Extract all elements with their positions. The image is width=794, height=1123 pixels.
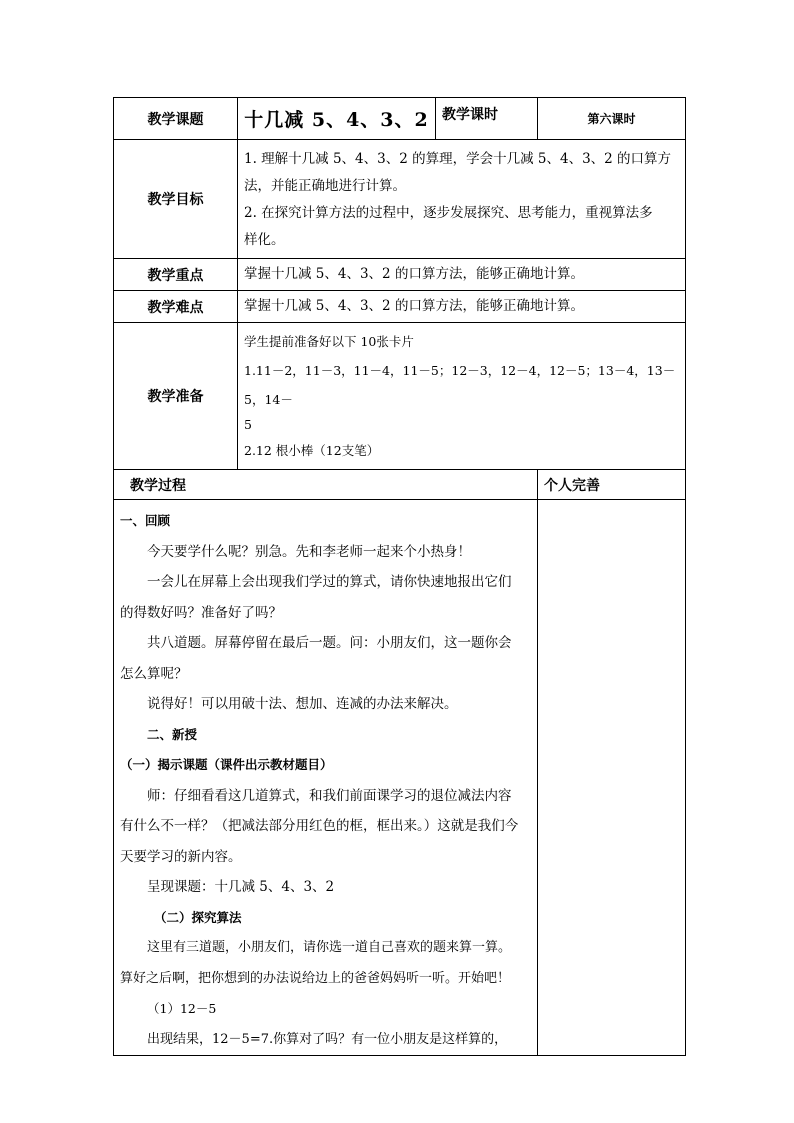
process-header-row [114, 470, 686, 500]
key-point-text: 掌握十几减 5、4、3、2 的口算方法，能够正确地计算。 [238, 259, 686, 291]
process-line: 出现结果，12－5=7.你算对了吗？有一位小朋友是这样算的， [147, 1031, 508, 1047]
difficulty-row [114, 291, 686, 323]
subsection-heading: （一）揭示课题（课件出示教材题目） [120, 757, 333, 772]
topic-row [114, 98, 686, 140]
key-point-label: 教学重点 [114, 259, 238, 291]
process-line: 的得数好吗？准备好了吗？ [120, 604, 282, 621]
goals-line: 法，并能正确地进行计算。 [244, 178, 406, 194]
process-line: 共八道题。屏幕停留在最后一题。问：小朋友们，这一题你会 [147, 635, 512, 651]
hours-value: 第六课时 [538, 98, 686, 140]
process-line: 天要学习的新内容。 [120, 848, 242, 865]
preparation-row [114, 323, 686, 470]
process-line: 说得好！可以用破十法、想加、连减的办法来解决。 [147, 696, 458, 712]
preparation-label: 教学准备 [114, 323, 238, 470]
goals-line: 2. 在探究计算方法的过程中，逐步发展探究、思考能力，重视算法多 [244, 205, 653, 221]
process-content [114, 500, 538, 1056]
preparation-line: 2.12 根小棒（12支笔） [244, 443, 380, 458]
section-heading: 二、新授 [147, 726, 198, 742]
lesson-plan-table [113, 97, 686, 1056]
process-label: 教学过程 [114, 470, 538, 500]
difficulty-text: 掌握十几减 5、4、3、2 的口算方法，能够正确地计算。 [238, 291, 686, 323]
goals-content [238, 140, 686, 259]
goals-line: 1. 理解十几减 5、4、3、2 的算理，学会十几减 5、4、3、2 的口算方 [244, 151, 672, 167]
process-line: 算好之后啊，把你想到的办法说给边上的爸爸妈妈听一听。开始吧！ [120, 970, 511, 986]
section-heading: 一、回顾 [120, 513, 171, 528]
key-point-row [114, 259, 686, 291]
subsection-heading: （二）探究算法 [154, 909, 242, 925]
process-line: 师：仔细看看这几道算式，和我们前面课学习的退位减法内容 [147, 787, 512, 804]
process-line: （1）12－5 [147, 1001, 217, 1016]
personal-label: 个人完善 [538, 470, 686, 500]
difficulty-label: 教学难点 [114, 291, 238, 323]
process-line: 这里有三道题，小朋友们，请你选一道自己喜欢的题来算一算。 [147, 940, 512, 955]
process-line: 有什么不一样？（把减法部分用红色的框，框出来。）这就是我们今 [120, 818, 519, 834]
process-line: 一会儿在屏幕上会出现我们学过的算式，请你快速地报出它们 [147, 574, 512, 590]
personal-notes-cell [538, 500, 686, 1056]
process-line: 呈现课题：十几减 5、4、3、2 [147, 879, 335, 895]
goals-label: 教学目标 [114, 140, 238, 259]
process-body-row [114, 500, 686, 1056]
preparation-line: 5 [244, 417, 252, 432]
process-line: 今天要学什么呢？别急。先和李老师一起来个小热身！ [147, 543, 471, 560]
process-line: 怎么算呢？ [120, 665, 188, 682]
topic-label: 教学课题 [114, 98, 238, 140]
preparation-line: 学生提前准备好以下 10张卡片 [244, 334, 414, 349]
goals-row [114, 140, 686, 259]
preparation-content [238, 323, 686, 470]
hours-label: 教学课时 [436, 98, 538, 140]
preparation-line: 1.11－2，11－3，11－4，11－5；12－3，12－4，12－5；13－4，13－5，14－ [244, 363, 676, 407]
goals-line: 样化。 [244, 232, 285, 248]
topic-value: 十几减 5、4、3、2 [238, 98, 436, 140]
